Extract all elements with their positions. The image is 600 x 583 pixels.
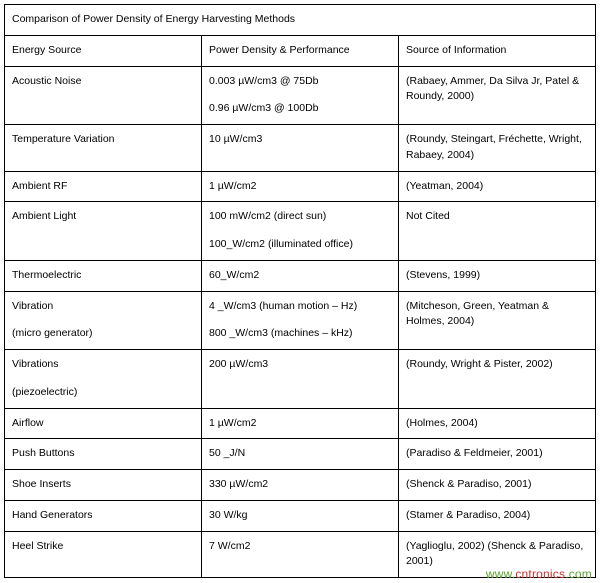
cell-power-density [202,500,399,531]
table-row [5,260,596,291]
header-energy-source: Energy Source [5,35,202,66]
cell-text: 1 µW/cm2 [209,179,257,192]
table-row [5,125,596,172]
cell-text: Airflow [12,416,44,429]
cell-text: Thermoelectric [12,268,82,281]
cell-source-of-information [399,350,596,409]
cell-text: (Mitcheson, Green, Yeatman & Holmes, 2004) [406,299,549,328]
cell-power-density [202,531,399,578]
cell-text: (Paradiso & Feldmeier, 2001) [406,447,543,460]
cell-text: Ambient Light [12,210,77,223]
cell-text: (Shenck & Paradiso, 2001) [406,478,532,490]
site-watermark [486,567,592,581]
cell-text: Not Cited [406,210,450,223]
cell-source-of-information [399,66,596,125]
cell-text: (micro generator) [12,327,93,340]
cell-text: (Stevens, 1999) [406,268,481,281]
table-row [5,202,596,261]
cell-text: (Yeatman, 2004) [406,179,484,192]
table-row [5,470,596,501]
cell-source-of-information [399,470,596,501]
table-row [5,291,596,350]
cell-energy-source [5,291,202,350]
cell-source-of-information [399,260,596,291]
cell-text: 100 mW/cm2 (direct sun) [209,210,327,223]
cell-energy-source [5,439,202,470]
cell-energy-source [5,171,202,202]
watermark-name: cntronics [515,567,566,581]
cell-text: 100_W/cm2 (illuminated office) [209,238,353,250]
cell-source-of-information [399,202,596,261]
table-row [5,408,596,439]
cell-power-density [202,125,399,172]
cell-energy-source [5,408,202,439]
cell-text: Shoe Inserts [12,478,71,490]
table-row [5,439,596,470]
cell-text: (Stamer & Paradiso, 2004) [406,508,531,521]
cell-text: 0.96 µW/cm3 @ 100Db [209,102,319,115]
cell-text: 7 W/cm2 [209,539,251,552]
cell-source-of-information [399,291,596,350]
cell-power-density [202,439,399,470]
cell-text: (Yaglioglu, 2002) (Shenck & Paradiso, 2001) [406,539,584,568]
cell-text: (Roundy, Steingart, Fréchette, Wright, Rabaey, 2004) [406,133,582,161]
table-row [5,350,596,409]
table-header-row [5,35,596,66]
cell-text: 1 µW/cm2 [209,416,257,429]
header-source-of-information: Source of Information [399,35,596,66]
cell-text: Vibrations [12,358,59,370]
cell-power-density [202,66,399,125]
cell-text: (Holmes, 2004) [406,416,478,429]
table-title: Comparison of Power Density of Energy Harvesting Methods [5,5,596,36]
cell-power-density [202,350,399,409]
cell-energy-source [5,500,202,531]
cell-energy-source [5,66,202,125]
cell-text: 800 _W/cm3 (machines – kHz) [209,327,353,340]
cell-power-density [202,260,399,291]
cell-energy-source [5,125,202,172]
header-power-density: Power Density & Performance [202,35,399,66]
cell-text: Temperature Variation [12,133,115,145]
energy-harvesting-table [4,4,596,578]
cell-text: 30 W/kg [209,508,248,521]
cell-energy-source [5,531,202,578]
cell-power-density [202,171,399,202]
cell-text: Vibration [12,299,54,312]
watermark-prefix: www. [485,567,516,581]
cell-text: (Rabaey, Ammer, Da Silva Jr, Patel & Roundy, 2000) [406,74,580,103]
table-row [5,66,596,125]
cell-energy-source [5,202,202,261]
cell-text: 60_W/cm2 [209,268,260,281]
table-body [5,5,596,578]
cell-source-of-information [399,408,596,439]
cell-energy-source [5,470,202,501]
cell-energy-source [5,260,202,291]
cell-source-of-information [399,171,596,202]
cell-text: Hand Generators [12,508,93,521]
cell-text: 50 _J/N [209,447,246,460]
cell-source-of-information [399,125,596,172]
cell-text: 4 _W/cm3 (human motion – Hz) [209,299,358,312]
cell-text: (piezoelectric) [12,385,78,398]
cell-text: Acoustic Noise [12,74,82,87]
cell-text: 330 µW/cm2 [209,478,269,490]
cell-source-of-information [399,500,596,531]
table-row [5,171,596,202]
table-title-row [5,5,596,36]
cell-text: Ambient RF [12,179,68,192]
cell-text: 0.003 µW/cm3 @ 75Db [209,74,319,87]
cell-energy-source [5,350,202,409]
cell-power-density [202,470,399,501]
cell-text: 200 µW/cm3 [209,358,269,370]
cell-power-density [202,291,399,350]
cell-text: 10 µW/cm3 [209,133,263,145]
cell-text: (Roundy, Wright & Pister, 2002) [406,358,553,370]
cell-power-density [202,408,399,439]
table-row [5,500,596,531]
cell-power-density [202,202,399,261]
cell-source-of-information [399,439,596,470]
cell-text: Push Buttons [12,447,75,460]
watermark-suffix: .com [565,567,592,581]
cell-text: Heel Strike [12,539,64,552]
